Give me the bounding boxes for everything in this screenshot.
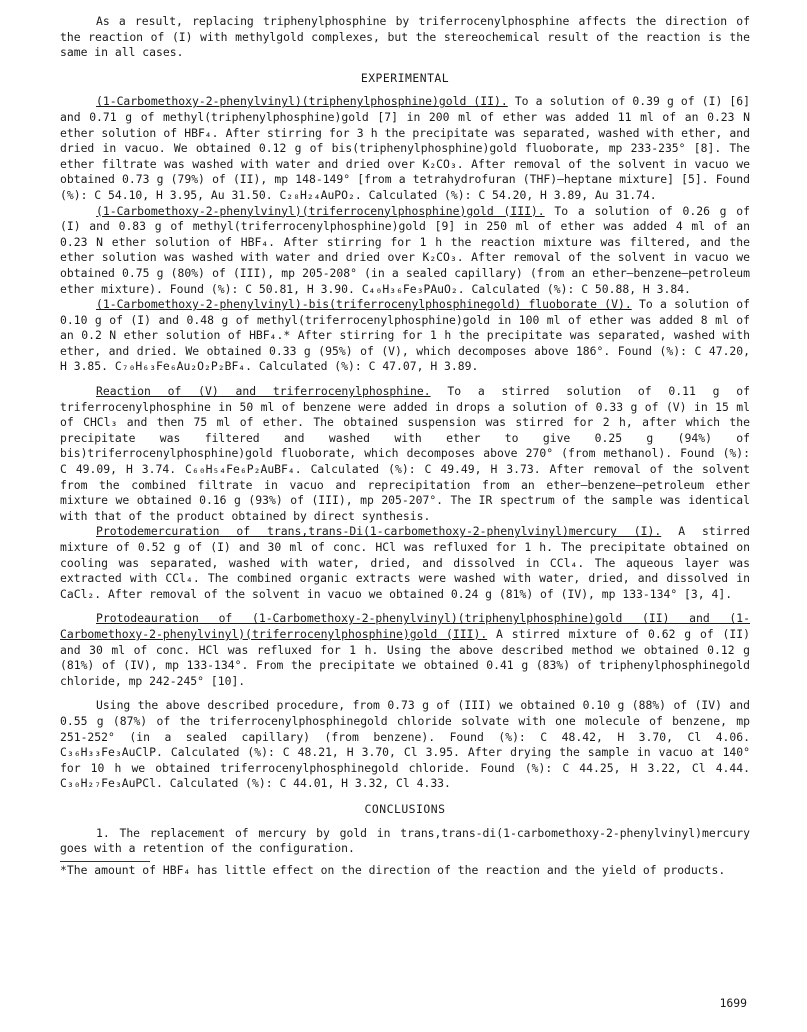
paragraph-title: Reaction of (V) and triferrocenylphosphine.	[96, 384, 431, 399]
paragraph-compound-iii	[60, 204, 750, 298]
page-number: 1699	[719, 996, 747, 1010]
paragraph-body: A stirred mixture of 0.62 g of (II) and 30 ml of conc. HCl was refluxed for 1 h. Using the above described method we obtained 0.12 g (81%) of (IV), mp 133-134°. From the precipitate we obtained 0.41 g (83%) of triphenylphosphinegold chloride, mp 242-245° [10].	[60, 626, 750, 688]
paragraph-title: (1-Carbomethoxy-2-phenylvinyl)(triferrocenylphosphine)gold (III).	[96, 203, 545, 218]
paragraph-body: To a solution of 0.26 g of (I) and 0.83 g of methyl(triferrocenylphosphine)gold [9] in 250 ml of ether was added 4 ml of an 0.23 N ether solution of HBF₄. After stirring for 1 h the reaction mixture was filtered, and the ether solution was washed with water and dried over K₂CO₃. After removal of the solvent in vacuo we obtained 0.75 g (80%) of (III), mp 205-208° (in a sealed capillary) (from an ether—benzene—petroleum ether mixture). Found (%): C 50.81, H 3.90. C₄₀H₃₆Fe₃PAuO₂. Calculated (%): C 50.88, H 3.84.	[60, 203, 750, 296]
paragraph-title: Protodemercuration of trans,trans-Di(1-carbomethoxy-2-phenylvinyl)mercury (I).	[96, 524, 662, 539]
paragraph-title: (1-Carbomethoxy-2-phenylvinyl)-bis(triferrocenylphosphinegold) fluoborate (V).	[96, 297, 632, 312]
conclusions-heading: CONCLUSIONS	[364, 801, 446, 816]
paragraph-compound-ii	[60, 94, 750, 203]
paragraph-compound-v	[60, 297, 750, 375]
footnote-divider	[60, 861, 150, 862]
conclusion-item: 1. The replacement of mercury by gold in trans,trans-di(1-carbomethoxy-2-phenylvinyl)mercury goes with a retention of the configuration.	[60, 825, 750, 856]
page-body	[60, 14, 750, 878]
experimental-heading: EXPERIMENTAL	[360, 70, 450, 85]
paragraph-protodemercuration	[60, 524, 750, 602]
paragraph-title: (1-Carbomethoxy-2-phenylvinyl)(triphenylphosphine)gold (II).	[96, 94, 508, 109]
paragraph-title: Protodeauration of (1-Carbomethoxy-2-phenylvinyl)(triphenylphosphine)gold (II) and (1-Carbomethoxy-2-phenylvinyl)(triferrocenylphosphine)gold (III).	[60, 611, 750, 641]
paragraph-body: To a solution of 0.10 g of (I) and 0.48 g of methyl(triferrocenylphosphine)gold in 100 ml of ether was added 8 ml of an 0.2 N ether solution of HBF₄.* After stirring for 1 h the precipitate was separated, washed with ether, and dried. We obtained 0.33 g (95%) of (V), which decomposes above 186°. Found (%): C 47.20, H 3.85. C₇₀H₆₃Fe₆Au₂O₂P₂BF₄. Calculated (%): C 47.07, H 3.89.	[60, 297, 751, 374]
paragraph-body: A stirred mixture of 0.52 g of (I) and 30 ml of conc. HCl was refluxed for 1 h. The precipitate obtained on cooling was separated, washed with water, dried, and dissolved in CCl₄. The aqueous layer was extracted with CCl₄. The combined organic extracts were washed with water, dried, and dissolved in CaCl₂. After removal of the solvent in vacuo we obtained 0.24 g (81%) of (IV), mp 133-134° [3, 4].	[60, 524, 751, 601]
paragraph-procedure-iii	[60, 698, 750, 792]
paragraph-protodeauration	[60, 611, 750, 689]
paragraph-body: Using the above described procedure, from 0.73 g of (III) we obtained 0.10 g (88%) of (IV) and 0.55 g (87%) of the triferrocenylphosphinegold chloride solvate with one molecule of benzene, mp 251-252° (in a sealed capillary) (from benzene). Found (%): C 48.42, H 3.70, Cl 4.06. C₃₆H₃₃Fe₃AuClP. Calculated (%): C 48.21, H 3.70, Cl 3.95. After drying the sample in vacuo at 140° for 10 h we obtained triferrocenylphosphinegold chloride. Found (%): C 44.25, H 3.22, Cl 4.44. C₃₀H₂₇Fe₃AuPCl. Calculated (%): C 44.01, H 3.32, Cl 4.33.	[60, 698, 750, 791]
footnote: *The amount of HBF₄ has little effect on the direction of the reaction and the yield of products.	[60, 862, 726, 877]
paragraph-body: To a solution of 0.39 g of (I) [6] and 0.71 g of methyl(triphenylphosphine)gold [7] in 200 ml of ether was added 11 ml of an 0.23 N ether solution of HBF₄. After stirring for 3 h the precipitate was separated, washed with ether, and dried in vacuo. We obtained 0.12 g of bis(triphenylphosphine)gold fluoborate, mp 233-235° [8]. The ether filtrate was washed with water and dried over K₂CO₃. After removal of the solvent in vacuo we obtained 0.73 g (79%) of (II), mp 148-149° [from a tetrahydrofuran (THF)—heptane mixture] [5]. Found (%): C 54.10, H 3.95, Au 31.50. C₂₈H₂₄AuPO₂. Calculated (%): C 54.20, H 3.89, Au 31.74.	[60, 94, 750, 202]
paragraph-body: To a stirred solution of 0.11 g of triferrocenylphosphine in 50 ml of benzene were added in drops a solution of 0.33 g of (V) in 15 ml of CHCl₃ and then 75 ml of ether. The obtained suspension was stirred for 2 h, after which the precipitate was filtered and washed with ether to give 0.25 g (94%) of bis)triferrocenylphosphine)gold fluoborate, which decomposes above 270° (from methanol). Found (%): C 49.09, H 3.74. C₆₀H₅₄Fe₆P₂AuBF₄. Calculated (%): C 49.49, H 3.73. After removal of the solvent from the combined filtrate in vacuo and reprecipitation from an ether—benzene—petroleum ether mixture we obtained 0.16 g (93%) of (III), mp 205-207°. The IR spectrum of the sample was identical with that of the product obtained by direct synthesis.	[60, 384, 750, 523]
intro-paragraph: As a result, replacing triphenylphosphine by triferrocenylphosphine affects the direction of the reaction of (I) with methylgold complexes, but the stereochemical result of the reaction is the same in all cases.	[60, 14, 750, 60]
paragraph-reaction-v	[60, 384, 750, 524]
